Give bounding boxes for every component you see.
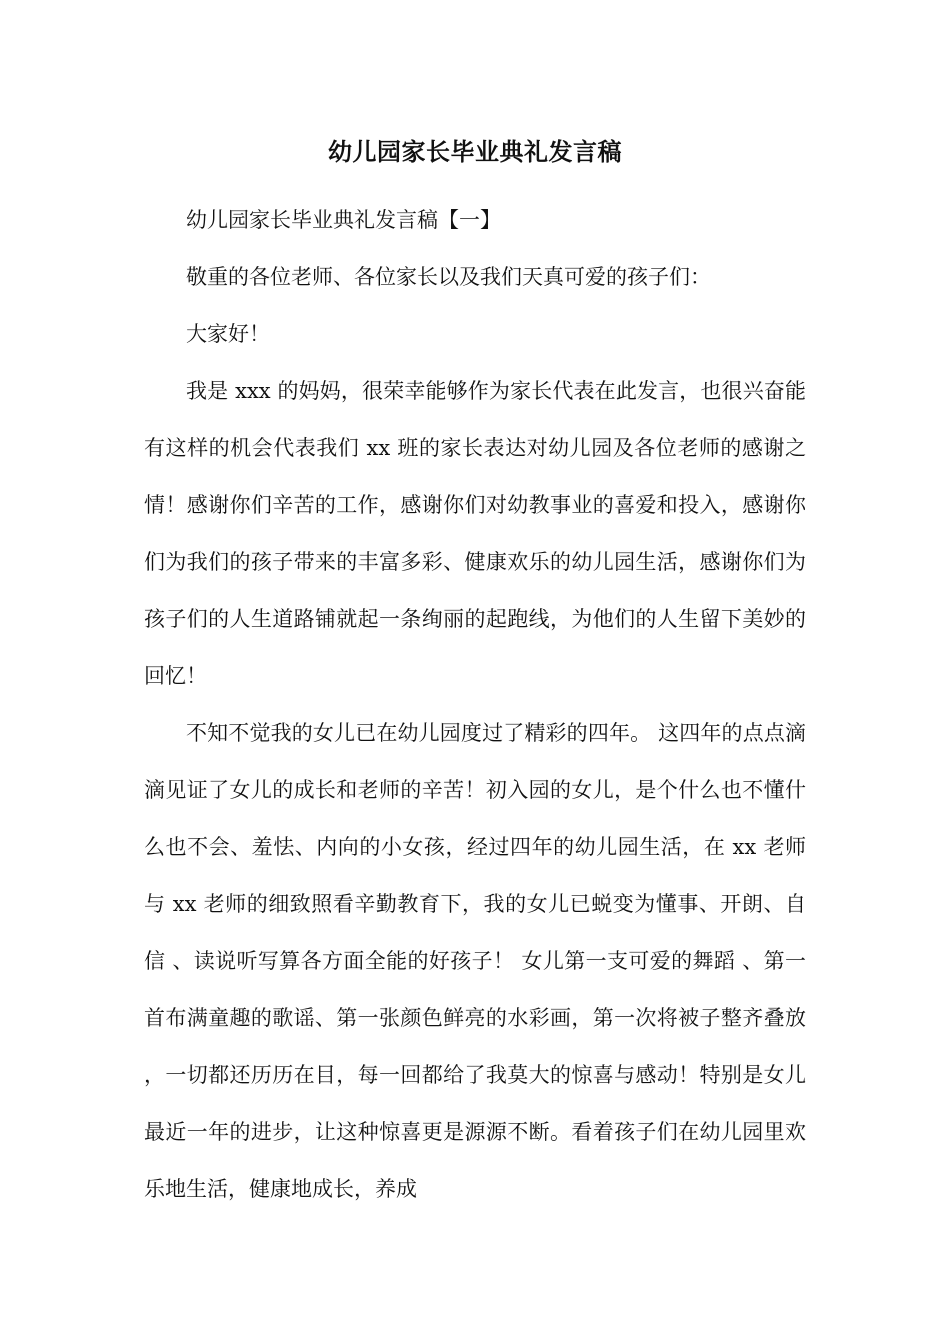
document-body [144,192,806,1218]
document-title: 幼儿园家长毕业典礼发言稿 [328,137,622,166]
greeting: 大家好！ [186,322,270,346]
salutation: 敬重的各位老师、各位家长以及我们天真可爱的孩子们： [186,265,711,289]
section-heading: 幼儿园家长毕业典礼发言稿【一】 [186,208,501,232]
paragraph-thanks: 我是 xxx 的妈妈，很荣幸能够作为家长代表在此发言，也很兴奋能有这样的机会代表我们 xx 班的家长表达对幼儿园及各位老师的感谢之情！感谢你们辛苦的工作，感谢你们对幼教事业的喜爱和投入，感谢你们为我们的孩子带来的丰富多彩、健康欢乐的幼儿园生活，感谢你们为孩子们的人生道路铺就起一条绚丽的起跑线，为他们的人生留下美妙的回忆！ [144,379,806,688]
paragraph-growth: 不知不觉我的女儿已在幼儿园度过了精彩的四年。 这四年的点点滴滴见证了女儿的成长和老师的辛苦！初入园的女儿，是个什么也不懂什么也不会、羞怯、内向的小女孩，经过四年的幼儿园生活，在 xx 老师与 xx 老师的细致照看辛勤教育下，我的女儿已蜕变为懂事、开朗、自信 、读说听写算各方面全能的好孩子！ 女儿第一支可爱的舞蹈 、第一首布满童趣的歌谣、第一张颜色鲜亮的水彩画，第一次将被子整齐叠放 ，一切都还历历在目，每一回都给了我莫大的惊喜与感动！特别是女儿最近一年的进步，让这种惊喜更是源源不断。看着孩子们在幼儿园里欢乐地生活，健康地成长，养成 [144,721,806,1201]
